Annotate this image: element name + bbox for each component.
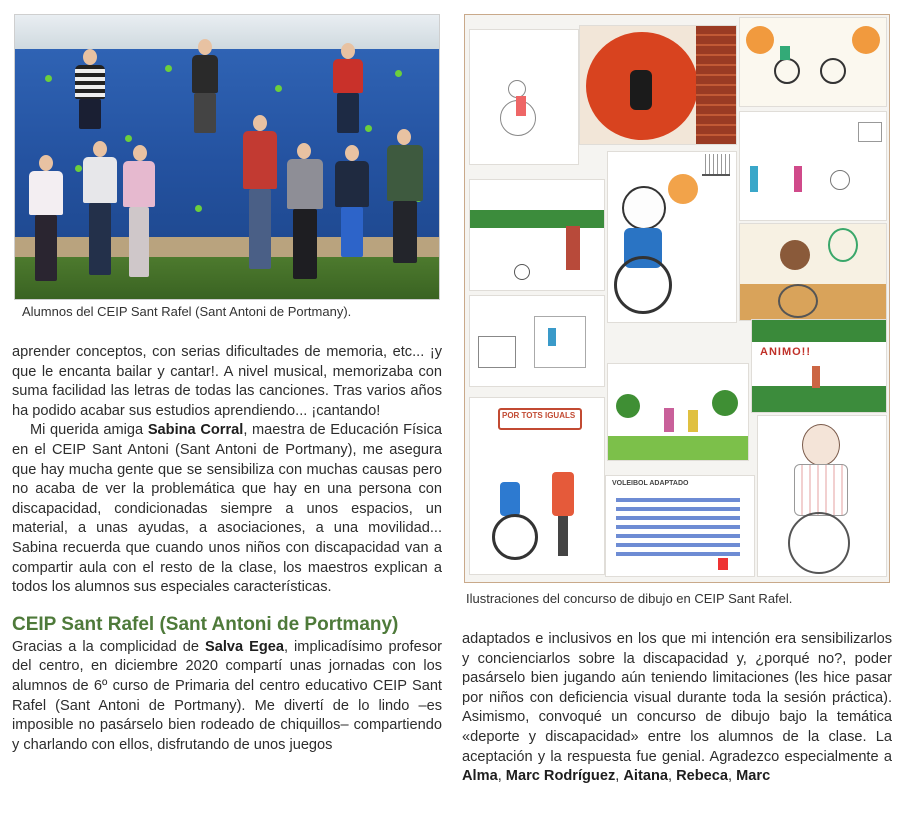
- climbing-hold: [195, 205, 202, 212]
- text-run: ,: [615, 768, 624, 785]
- drawing-park-trees: [469, 179, 605, 291]
- section-heading: CEIP Sant Rafel (Sant Antoni de Portmany): [12, 613, 399, 635]
- person-name: Aitana: [623, 768, 668, 785]
- text-run: ,: [497, 768, 506, 785]
- text-run: , implicadísimo profesor del centro, en diciembre 2020 compartí unas jornadas con los alumnos de 6º curso de Primaria del centro educativo CEIP Sant Rafel (Sant Antoni de Portmany). Me divertí de lo lindo –es imposible no pasárselo bien rodeado de chiquillos– compartiendo y charlando con ellos, disfrutando de unos juegos: [12, 638, 442, 753]
- drawing-high-five: [469, 397, 605, 575]
- climbing-hold: [75, 165, 82, 172]
- drawing-volleyball-notebook: [605, 475, 755, 577]
- person-name: Alma: [462, 768, 498, 785]
- climbing-hold: [365, 125, 372, 132]
- text-run: ,: [667, 768, 677, 785]
- person-name: Marc: [736, 768, 771, 785]
- drawing-wheelchair-athlete: [757, 415, 887, 577]
- climbing-hold: [45, 75, 52, 82]
- left-column: [12, 14, 442, 755]
- photo-caption: Alumnos del CEIP Sant Rafel (Sant Antoni de Portmany).: [22, 304, 352, 319]
- drawing-basketball-brick: [579, 25, 737, 145]
- text-run: , maestra de Educación Física en el CEIP Sant Antoni (Sant Antoni de Portmany), me asegura que hay mucha gente que se sensibiliza con muchas causas pero no acaba de ver la problemática que hay en una persona con discapacidad, condicionadas siempre a unos espacios, un material, a unas ayudas, a asociaciones, a una movilidad... Sabina recuerda que cuando unos niños con discapacidad van a compartir aula con el resto de la clase, los maestros explican a todos los alumnos sus especiales características.: [12, 422, 443, 596]
- notebook-title: VOLEIBOL ADAPTADO: [612, 480, 689, 487]
- paragraph: [12, 421, 442, 597]
- text-run: Gracias a la complicidad de: [12, 638, 205, 655]
- person-name: Sabina Corral: [147, 422, 244, 439]
- text-run: ,: [728, 768, 737, 785]
- person-name: Salva Egea: [205, 638, 285, 655]
- drawing-tennis: [739, 223, 887, 321]
- drawings-collage: [464, 14, 890, 583]
- person-name: Marc Rodríguez: [505, 768, 616, 785]
- text-run: Mi querida amiga: [30, 422, 148, 439]
- paragraph: [462, 630, 892, 787]
- banner-text: ANIMO!!: [760, 346, 811, 358]
- drawing-trees-children: [607, 363, 749, 461]
- drawing-wheelchair-basketball: [739, 17, 887, 107]
- students-photo: [14, 14, 440, 300]
- right-column: [462, 14, 892, 787]
- wall-base: [15, 237, 439, 257]
- climbing-hold: [125, 135, 132, 142]
- drawing-boy-wheelchair-ball: [607, 151, 737, 323]
- text-run: adaptados e inclusivos en los que mi intención era sensibilizarlos y concienciarlos sobre la discapacidad y, ¿porqué no?, poder pasárselo bien jugando aún teniendo limitaciones (les hice pasar por niños con deficiencia visual durante toda la sesión práctica). Asimismo, convoqué un concurso de dibujo bajo la temática «deporte y discapacidad» entre los alumnos de la clase. La aceptación y la respuesta fue genial. Agradezco especialmente a: [462, 631, 892, 765]
- sign-text: POR TOTS IGUALS: [502, 411, 576, 420]
- climbing-hold: [395, 70, 402, 77]
- drawing-sketch-scenes: [469, 295, 605, 387]
- drawing-sport-figures: [739, 111, 887, 221]
- drawing-wheelchair-podium: [469, 29, 579, 165]
- grass: [15, 257, 439, 299]
- drawing-banner-run: [751, 319, 887, 413]
- person-name: Rebeca: [676, 768, 729, 785]
- paragraph: [12, 638, 442, 756]
- paragraph: aprender conceptos, con serias dificultades de memoria, etc... ¡y que le encanta bailar y cantar!. A nivel musical, memorizaba con suma facilidad las letras de todas las canciones. Tras varios años ha podido acabar sus estudios aprendiendo... ¡cantando!: [12, 344, 442, 419]
- collage-caption: Ilustraciones del concurso de dibujo en CEIP Sant Rafel.: [466, 591, 793, 606]
- photo-sky: [15, 15, 439, 49]
- climbing-hold: [275, 85, 282, 92]
- climbing-hold: [165, 65, 172, 72]
